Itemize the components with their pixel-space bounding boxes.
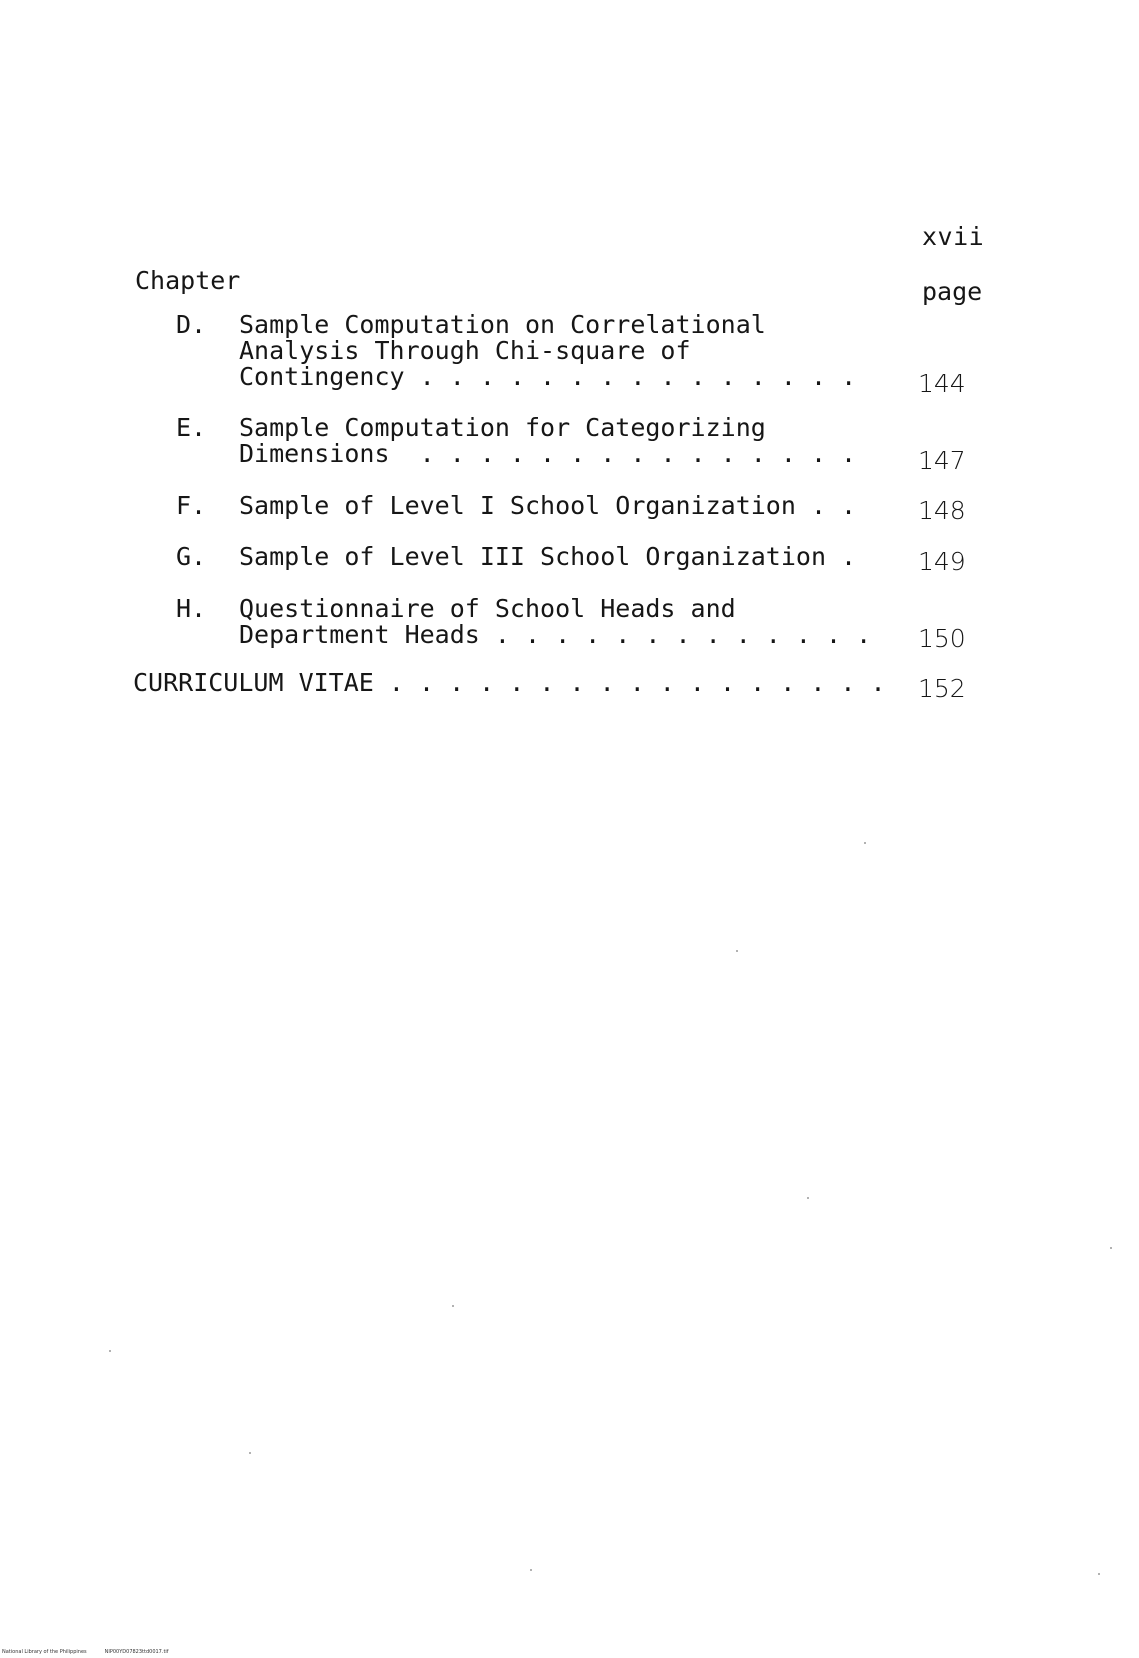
scan-speck — [864, 842, 866, 844]
entry-title-line-last: Sample of Level III School Organization . — [239, 542, 857, 571]
entry-page-number: 148 — [918, 496, 966, 525]
entry-title — [239, 415, 856, 467]
toc-entry-curriculum-vitae — [133, 670, 886, 696]
chapter-column-header: Chapter — [135, 266, 241, 295]
entry-page-number: 147 — [918, 446, 966, 475]
entry-letter: H. — [176, 594, 207, 623]
scan-speck — [736, 950, 738, 952]
scan-speck — [249, 1452, 251, 1454]
dot-leader: . . . . . . . . . . . . . — [479, 620, 872, 649]
entry-title-line: Sample Computation on Correlational — [239, 310, 766, 339]
entry-title — [239, 596, 871, 648]
dot-leader: . . — [795, 491, 857, 520]
entry-title-line-last: Sample of Level I School Organization . . — [239, 491, 857, 520]
entry-letter: G. — [176, 542, 207, 571]
entry-title-line-last: Contingency . . . . . . . . . . . . . . . — [239, 362, 857, 391]
entry-letter: E. — [176, 413, 207, 442]
dot-leader: . . . . . . . . . . . . . . . — [389, 439, 857, 468]
page-number: xvii — [922, 222, 985, 251]
entry-page-number: 150 — [918, 624, 966, 653]
scan-speck — [109, 1350, 111, 1352]
entry-title-line: Questionnaire of School Heads and — [239, 594, 736, 623]
entry-page-number: 149 — [918, 547, 966, 576]
entry-title — [239, 493, 856, 519]
entry-page-number: 152 — [918, 674, 966, 703]
entry-letter: D. — [176, 310, 207, 339]
entry-title-line: Analysis Through Chi-square of — [239, 336, 691, 365]
dot-leader: . . . . . . . . . . . . . . . . . — [373, 668, 886, 697]
entry-title-line: Sample Computation for Categorizing — [239, 413, 766, 442]
entry-title-line-last: Dimensions . . . . . . . . . . . . . . . — [239, 439, 857, 468]
scan-speck — [452, 1305, 454, 1307]
page-column-header: page — [922, 277, 983, 306]
scan-speck — [1110, 1247, 1112, 1249]
scanner-footer-stamp: National Library of the Philippines NIP00YD07823ttd0017.tif — [2, 1649, 169, 1655]
entry-letter: F. — [176, 491, 207, 520]
entry-page-number: 144 — [918, 369, 966, 398]
entry-title-line-last: Department Heads . . . . . . . . . . . . . — [239, 620, 872, 649]
dot-leader: . . . . . . . . . . . . . . . — [404, 362, 857, 391]
scan-speck — [1098, 1573, 1100, 1575]
entry-title — [239, 544, 856, 570]
dot-leader: . — [826, 542, 857, 571]
entry-title-line-last: CURRICULUM VITAE . . . . . . . . . . . . . . . . . — [133, 668, 886, 697]
scan-speck — [807, 1197, 809, 1199]
entry-title — [239, 312, 856, 390]
scan-speck — [530, 1569, 532, 1571]
